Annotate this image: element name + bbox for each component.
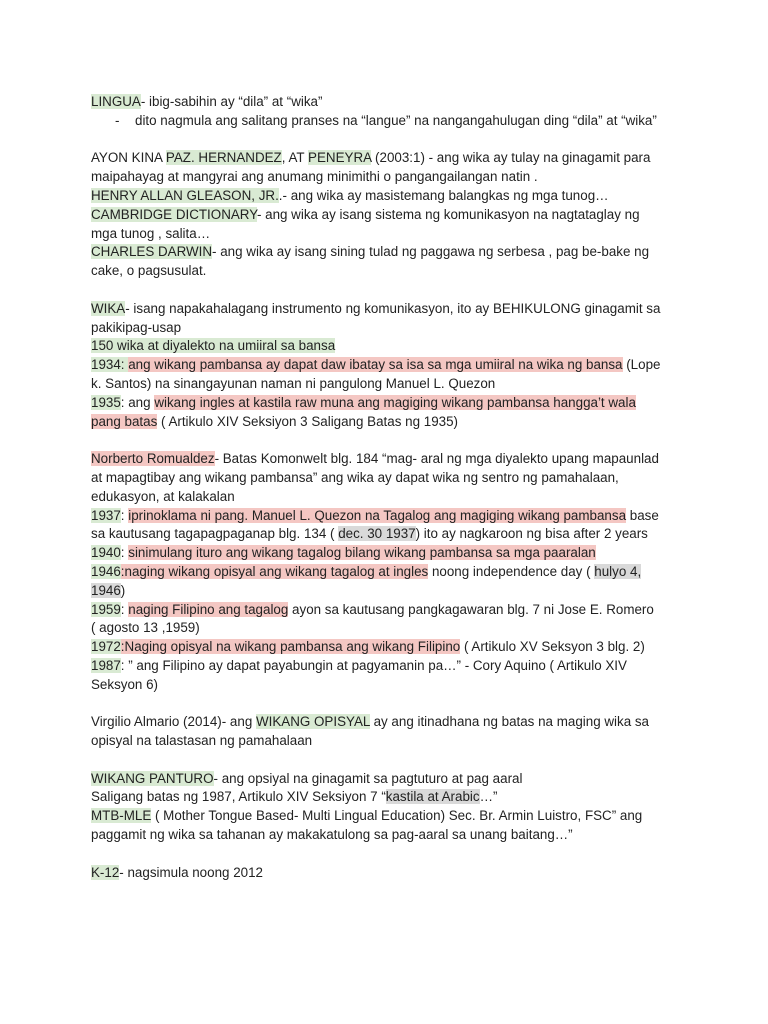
red-highlight: :Naging opisyal na wikang pambansa ang wikang Filipino [120, 639, 461, 655]
text-run: Virgilio Almario (2014)- ang [91, 714, 256, 730]
text-run: sa kautusang tagapagpaganap blg. 134 ( [91, 526, 339, 542]
text-line [91, 713, 691, 732]
text-run: : [120, 507, 129, 523]
text-line [91, 563, 691, 582]
text-line [91, 243, 691, 262]
text-run: - nagsimula noong 2012 [119, 864, 263, 880]
text-run: - ang opsiyal na ginagamit sa pagtuturo at pag aaral [213, 770, 523, 786]
green-highlight: MTB-MLE [91, 808, 152, 824]
text-line [91, 544, 691, 563]
text-line [91, 149, 691, 168]
green-highlight: PAZ. HERNANDEZ [165, 150, 282, 166]
text-line [91, 187, 691, 206]
text-line [91, 619, 691, 638]
blank-line [91, 751, 691, 770]
text-run: ay ang itinadhana ng batas na maging wika sa [369, 714, 650, 730]
text-line [91, 450, 691, 469]
text-run: noong independence day ( [428, 563, 595, 579]
blank-line [91, 845, 691, 864]
red-highlight: Norberto Romualdez [91, 451, 215, 467]
green-highlight: 1937 [91, 507, 121, 523]
gray-highlight: dec. 30 1937 [338, 526, 416, 542]
text-run: (Lope [622, 357, 661, 373]
text-line [91, 864, 691, 883]
text-run: maipahayag at mangyrai ang anumang minimithi o pangangailangan natin . [91, 169, 538, 185]
text-run: ( agosto 13 ,1959) [91, 620, 200, 636]
text-run: - ibig-sabihin ay “dila” at “wika” [140, 94, 323, 109]
text-line [91, 826, 691, 845]
text-run: …” [479, 789, 498, 805]
bullet-line [91, 112, 691, 131]
text-run: edukasyon, at kalakalan [91, 488, 235, 504]
green-highlight: 150 wika at diyalekto na umiiral sa bansa [91, 338, 336, 354]
text-run: ( Artikulo XIV Seksiyon 3 Saligang Batas ng 1935) [157, 413, 459, 429]
green-highlight: 1940 [91, 545, 121, 561]
text-run: - isang napakahalagang instrumento ng komunikasyon, ito ay BEHIKULONG ginagamit sa [125, 300, 661, 316]
red-highlight: wikang ingles at kastila raw muna ang magiging wikang pambansa hangga’t wala [154, 394, 636, 410]
text-line [91, 657, 691, 676]
green-highlight: HENRY ALLAN GLEASON, JR. [91, 187, 279, 203]
text-line [91, 337, 691, 356]
text-line [91, 262, 691, 281]
text-run: - ang wika ay isang sistema ng komunikasyon na nagtataglay ng [256, 206, 640, 222]
green-highlight: PENEYRA [308, 150, 372, 166]
text-run: dito nagmula ang salitang pranses na “langue” na nangangahulugan ding “dila” at “wika” [135, 112, 657, 128]
blank-line [91, 695, 691, 714]
red-highlight: ang wikang pambansa ay dapat daw ibatay sa isa sa mga umiiral na wika ng bansa [128, 357, 623, 373]
text-run: Saligang batas ng 1987, Artikulo XIV Seksiyon 7 “ [91, 789, 386, 805]
text-run: ( Artikulo XV Seksyon 3 blg. 2) [460, 639, 645, 655]
text-run: AYON KINA [91, 150, 166, 166]
text-run: .- ang wika ay masistemang balangkas ng mga tunog… [278, 187, 609, 203]
text-line [91, 206, 691, 225]
text-run: paggamit ng wika sa tahanan ay makakatulong sa pag-aaral sa unang baitang…” [91, 827, 573, 843]
green-highlight: 1959 [91, 601, 121, 617]
bullet-marker: - [115, 112, 120, 128]
text-run: - ang wika ay isang sining tulad ng paggawa ng serbesa , pag be-bake ng [212, 244, 650, 260]
green-highlight: K-12 [91, 864, 120, 880]
text-run: - Batas Komonwelt blg. 184 “mag- aral ng mga diyalekto upang mapaunlad [214, 451, 659, 467]
gray-highlight: 1946 [91, 582, 121, 598]
text-run: ( Mother Tongue Based- Multi Lingual Education) Sec. Br. Armin Luistro, FSC” ang [151, 808, 643, 824]
red-highlight: naging Filipino ang tagalog [128, 601, 289, 617]
text-line [91, 582, 691, 601]
text-line [91, 770, 691, 789]
text-run: cake, o pagsusulat. [91, 263, 207, 279]
green-highlight: 1935 [91, 394, 121, 410]
green-highlight: WIKANG PANTURO [91, 770, 214, 786]
text-run: ) [120, 582, 126, 598]
green-highlight: 1934: [91, 357, 129, 373]
text-run: ) ito ay nagkaroon ng bisa after 2 years [415, 526, 648, 542]
text-run: base [626, 507, 659, 523]
text-run: at mapagtibay ang wikang pambansa” ang wika ay dapat wika ng sentro ng pamahalaan, [91, 469, 619, 485]
green-highlight: LINGUA [91, 94, 141, 109]
text-run: : [120, 545, 129, 561]
red-highlight: iprinoklama ni pang. Manuel L. Quezon na Tagalog ang magiging wikang pambansa [128, 507, 627, 523]
text-run: : [120, 601, 129, 617]
text-line [91, 638, 691, 657]
text-line [91, 807, 691, 826]
text-line [91, 488, 691, 507]
text-line [91, 469, 691, 488]
text-run: opisyal na talastasan ng pamahalaan [91, 733, 313, 749]
text-line [91, 319, 691, 338]
blank-line [91, 431, 691, 450]
text-line [91, 525, 691, 544]
green-highlight: WIKA [91, 300, 126, 316]
text-line [91, 168, 691, 187]
text-line [91, 394, 691, 413]
green-highlight: 1987 [91, 657, 121, 673]
text-line [91, 375, 691, 394]
green-highlight: WIKANG OPISYAL [255, 714, 370, 730]
text-line [91, 788, 691, 807]
text-run: (2003:1) - ang wika ay tulay na ginagamit para [371, 150, 651, 166]
gray-highlight: kastila at Arabic [385, 789, 480, 805]
document-body [91, 93, 691, 882]
green-highlight: CAMBRIDGE DICTIONARY [91, 206, 257, 222]
text-line [91, 93, 691, 112]
blank-line [91, 281, 691, 300]
text-run: mga tunog , salita… [91, 225, 211, 241]
text-line [91, 413, 691, 432]
gray-highlight: hulyo 4, [594, 563, 642, 579]
red-highlight: :naging wikang opisyal ang wikang tagalog at ingles [120, 563, 429, 579]
text-run: : ” ang Filipino ay dapat payabungin at pagyamanin pa…” - Cory Aquino ( Artikulo XIV [120, 657, 627, 673]
text-line [91, 601, 691, 620]
text-line [91, 732, 691, 751]
text-run: pakikipag-usap [91, 319, 182, 335]
text-line [91, 676, 691, 695]
text-run: : ang [120, 394, 155, 410]
text-run: ayon sa kautusang pangkagawaran blg. 7 ni Jose E. Romero [288, 601, 654, 617]
green-highlight: 1946 [91, 563, 121, 579]
text-line [91, 356, 691, 375]
red-highlight: pang batas [91, 413, 158, 429]
text-run: k. Santos) na sinangayunan naman ni pangulong Manuel L. Quezon [91, 375, 496, 391]
red-highlight: sinimulang ituro ang wikang tagalog bilang wikang pambansa sa mga paaralan [128, 545, 596, 561]
blank-line [91, 131, 691, 150]
text-line [91, 507, 691, 526]
text-run: Seksyon 6) [91, 676, 158, 692]
text-line [91, 300, 691, 319]
green-highlight: CHARLES DARWIN [91, 244, 213, 260]
text-line [91, 225, 691, 244]
text-run: , AT [281, 150, 309, 166]
green-highlight: 1972 [91, 639, 121, 655]
